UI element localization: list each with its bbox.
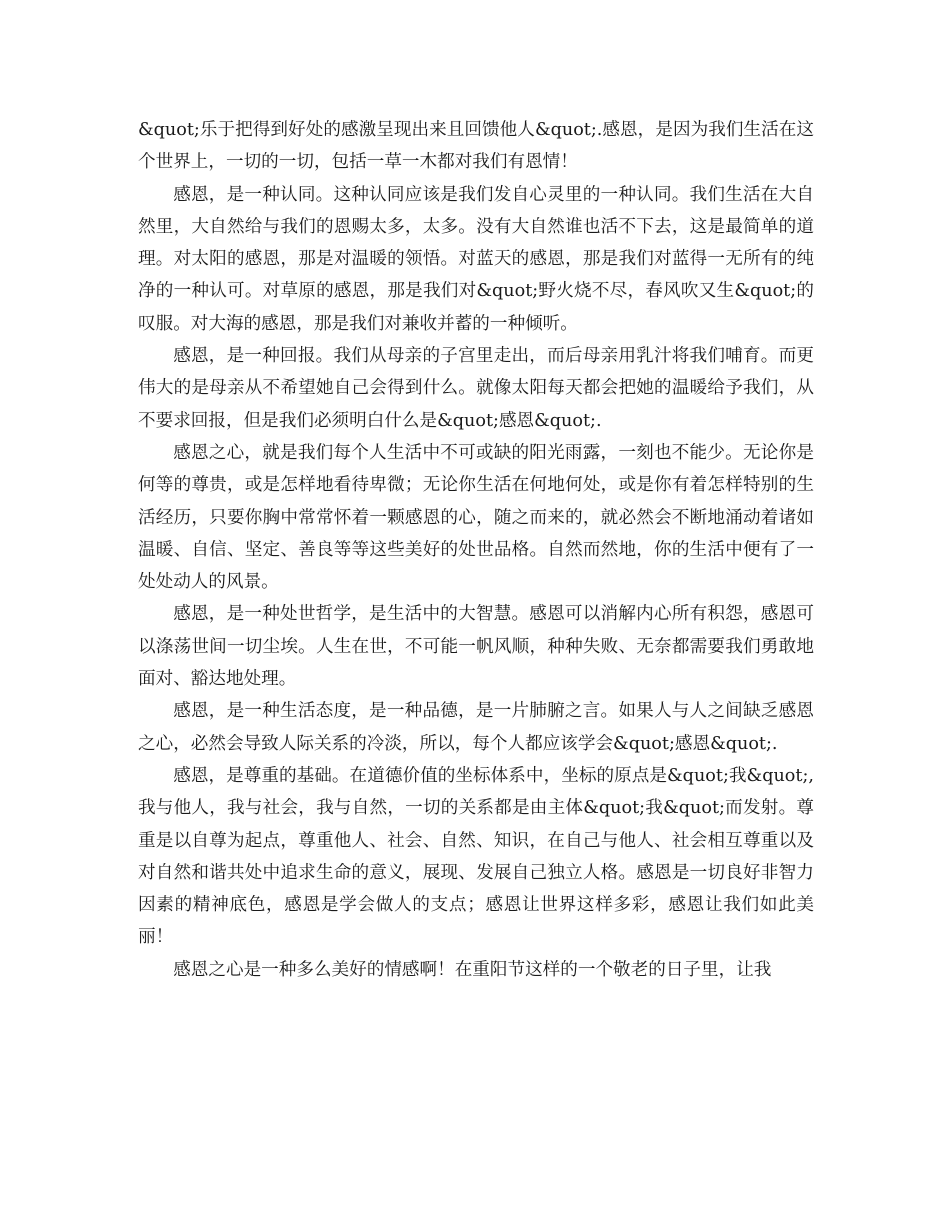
paragraph: 感恩，是一种处世哲学，是生活中的大智慧。感恩可以消解内心所有积怨，感恩可以涤荡世间一切尘埃。人生在世，不可能一帆风顺，种种失败、无奈都需要我们勇敢地面对、豁达地处理。 (138, 604, 814, 690)
document-body (138, 114, 814, 986)
paragraph: 感恩，是一种认同。这种认同应该是我们发自心灵里的一种认同。我们生活在大自然里，大自然给与我们的恩赐太多，太多。没有大自然谁也活不下去，这是最简单的道理。对太阳的感恩，那是对温暖的领悟。对蓝天的感恩，那是我们对蓝得一无所有的纯净的一种认可。对草原的感恩，那是我们对&quot;野火烧不尽，春风吹又生&quot;的叹服。对大海的感恩，那是我们对兼收并蓄的一种倾听。 (138, 184, 814, 334)
paragraph: 感恩，是一种生活态度，是一种品德，是一片肺腑之言。如果人与人之间缺乏感恩之心，必然会导致人际关系的冷淡，所以，每个人都应该学会&quot;感恩&quot;. (138, 701, 814, 754)
paragraph: 感恩，是尊重的基础。在道德价值的坐标体系中，坐标的原点是&quot;我&quot;,我与他人，我与社会，我与自然，一切的关系都是由主体&quot;我&quot;而发射。尊重是以自尊为起点，尊重他人、社会、自然、知识，在自己与他人、社会相互尊重以及对自然和谐共处中追求生命的意义，展现、发展自己独立人格。感恩是一切良好非智力因素的精神底色，感恩是学会做人的支点；感恩让世界这样多彩，感恩让我们如此美丽！ (138, 765, 814, 948)
paragraph: 感恩之心是一种多么美好的情感啊！在重阳节这样的一个敬老的日子里，让我 (173, 959, 772, 980)
paragraph: 感恩，是一种回报。我们从母亲的子宫里走出，而后母亲用乳汁将我们哺育。而更伟大的是母亲从不希望她自己会得到什么。就像太阳每天都会把她的温暖给予我们，从不要求回报，但是我们必须明白什么是&quot;感恩&quot;. (138, 346, 814, 431)
paragraph: 感恩之心，就是我们每个人生活中不可或缺的阳光雨露，一刻也不能少。无论你是何等的尊贵，或是怎样地看待卑微；无论你生活在何地何处，或是你有着怎样特别的生活经历，只要你胸中常常怀着一颗感恩的心，随之而来的，就必然会不断地涌动着诸如温暖、自信、坚定、善良等等这些美好的处世品格。自然而然地，你的生活中便有了一处处动人的风景。 (138, 442, 814, 593)
paragraph: &quot;乐于把得到好处的感激呈现出来且回馈他人&quot;.感恩，是因为我们生活在这个世界上，一切的一切，包括一草一木都对我们有恩情！ (138, 120, 814, 173)
